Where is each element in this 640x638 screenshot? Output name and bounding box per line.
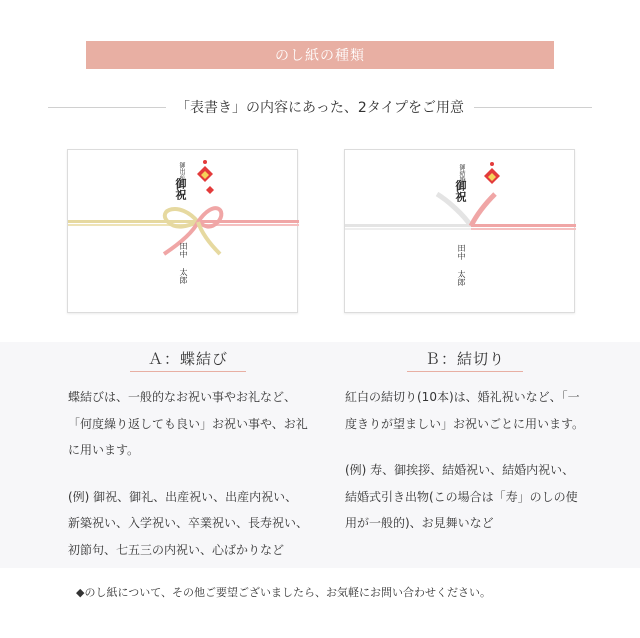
subtitle-row xyxy=(48,96,592,118)
noshi-ornament xyxy=(484,162,500,184)
noshi-card-musubikiri xyxy=(344,149,575,313)
card-a-given-name: 太郎 xyxy=(179,268,188,284)
card-a-surname: 田中 xyxy=(179,242,188,258)
card-b-top-label: 御結婚 xyxy=(458,164,465,182)
card-b-given-name: 太郎 xyxy=(457,270,466,286)
banner-title: のし紙の種類 xyxy=(275,48,365,64)
column-examples-butterfly: (例) 御祝、御礼、出産祝い、出産内祝い、新築祝い、入学祝い、卒業祝い、長寿祝い、初節句、七五三の内祝い、心ばかりなど xyxy=(68,489,309,557)
column-desc-butterfly: 蝶結びは、一般的なお祝い事やお礼など、「何度繰り返しても良い」お祝い事や、お礼に用います。 xyxy=(68,390,308,457)
column-butterfly xyxy=(68,348,308,563)
section-banner xyxy=(86,41,554,69)
column-title-musubikiri: Ｂ：結切り xyxy=(407,348,523,372)
column-musubikiri xyxy=(345,348,585,537)
column-title-butterfly: Ａ：蝶結び xyxy=(130,348,246,372)
column-examples-musubikiri: (例) 寿、御挨拶、結婚祝い、結婚内祝い、結婚式引き出物(この場合は「寿」のしの使用が一般的)、お見舞いなど xyxy=(345,463,578,530)
noshi-card-butterfly xyxy=(67,149,298,313)
card-b-surname: 田中 xyxy=(457,244,466,260)
card-b-main-label: 御祝 xyxy=(454,180,467,202)
divider-left xyxy=(48,107,166,108)
card-a-top-label: 御出産 xyxy=(178,162,185,180)
card-a-main-label: 御祝 xyxy=(174,178,187,200)
noshi-ornament xyxy=(197,160,214,194)
footer-note: ◆のし紙について、その他ご要望ございましたら、お気軽にお問い合わせください。 xyxy=(76,586,492,599)
divider-right xyxy=(474,107,592,108)
column-desc-musubikiri: 紅白の結切り(10本)は、婚礼祝いなど、「一度きりが望ましい」お祝いごとに用います。 xyxy=(345,390,585,431)
section-subtitle: 「表書き」の内容にあった、2タイプをご用意 xyxy=(175,100,465,116)
